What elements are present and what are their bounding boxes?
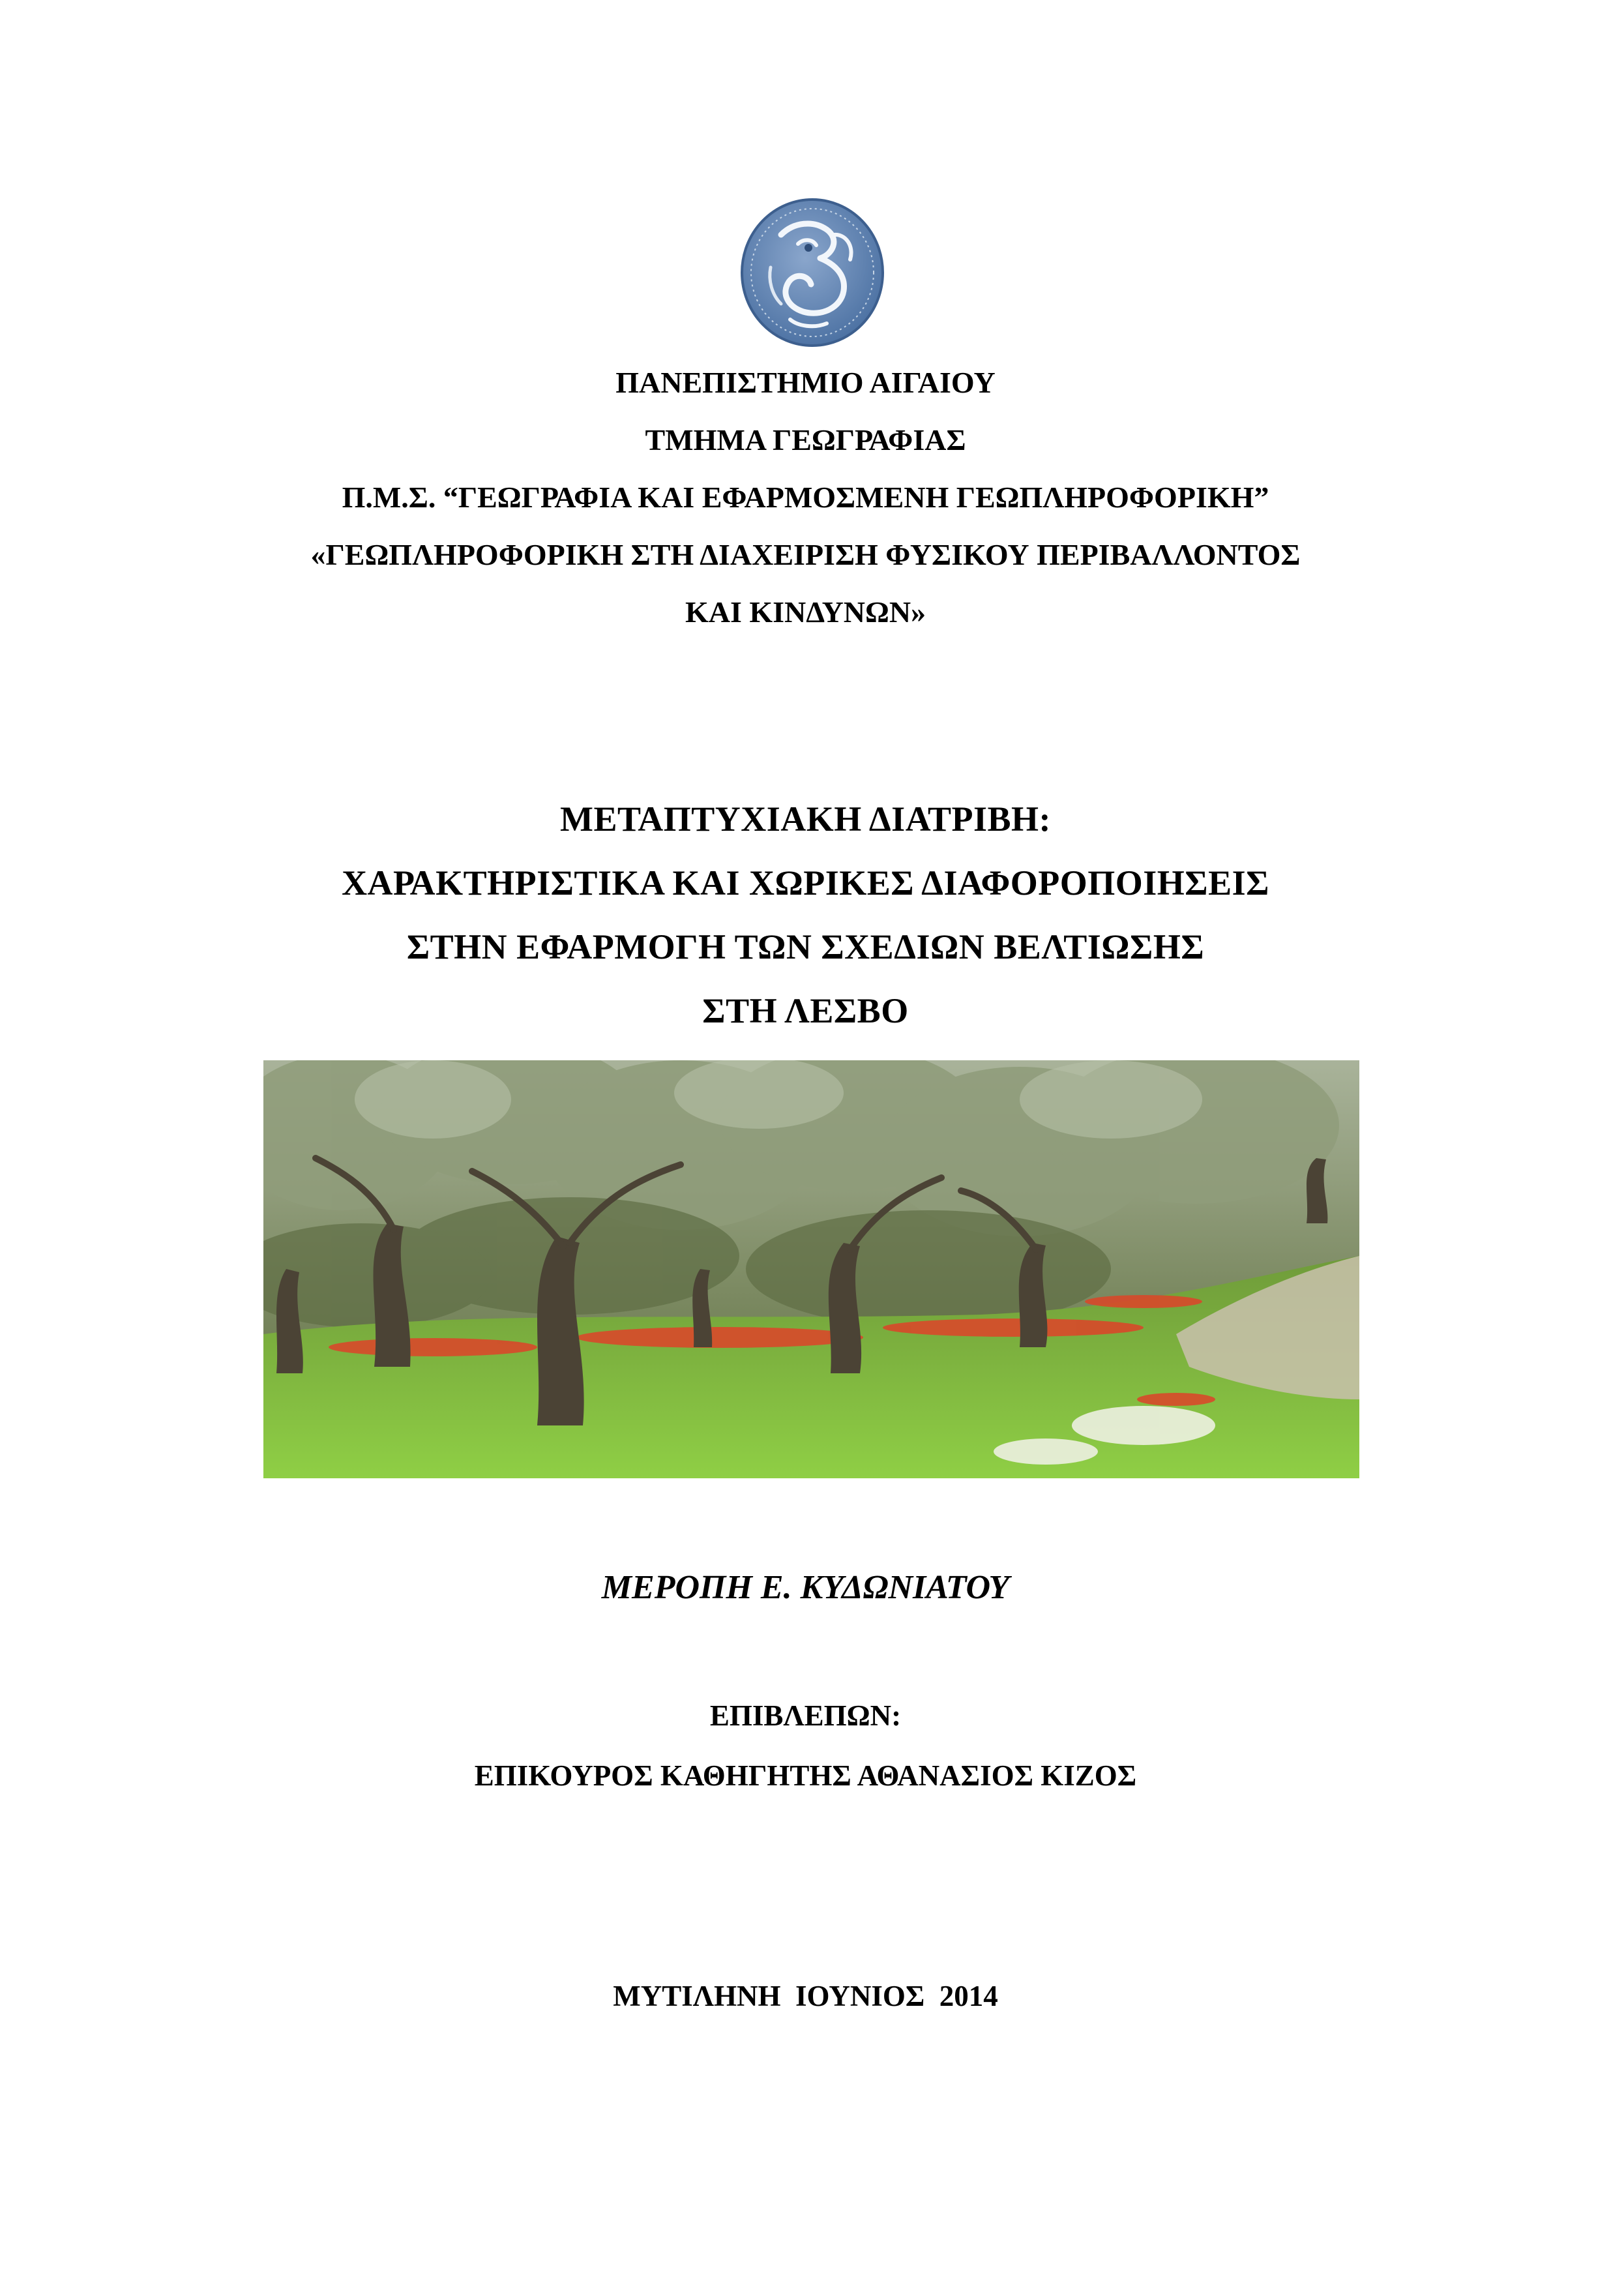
supervisor-label: ΕΠΙΒΛΕΠΩΝ: [709, 1699, 902, 1732]
supervisor-name: ΕΠΙΚΟΥΡΟΣ ΚΑΘΗΓΗΤΗΣ ΑΘΑΝΑΣΙΟΣ ΚΙΖΟΣ [474, 1759, 1137, 1792]
thesis-title-line-3: ΣΤΗ ΛΕΣΒΟ [702, 991, 909, 1030]
department-name: ΤΜΗΜΑ ΓΕΩΓΡΑΦΙΑΣ [645, 423, 966, 456]
university-name: ΠΑΝΕΠΙΣΤΗΜΙΟ ΑΙΓΑΙΟΥ [615, 366, 996, 399]
thesis-title-line-2: ΣΤΗΝ ΕΦΑΡΜΟΓΗ ΤΩΝ ΣΧΕΔΙΩΝ ΒΕΛΤΙΩΣΗΣ [406, 927, 1205, 966]
thesis-title-line-1: ΧΑΡΑΚΤΗΡΙΣΤΙΚΑ ΚΑΙ ΧΩΡΙΚΕΣ ΔΙΑΦΟΡΟΠΟΙΗΣΕΙΣ [342, 863, 1269, 902]
olive-grove-photo [263, 1060, 1359, 1478]
specialization-line-2: ΚΑΙ ΚΙΝΔΥΝΩΝ» [685, 595, 926, 629]
university-seal-logo [735, 196, 889, 350]
specialization-line-1: «ΓΕΩΠΛΗΡΟΦΟΡΙΚΗ ΣΤΗ ΔΙΑΧΕΙΡΙΣΗ ΦΥΣΙΚΟΥ ΠΕΡΙΒΑΛΛΟΝΤΟΣ [310, 538, 1301, 571]
thesis-label: ΜΕΤΑΠΤΥΧΙΑΚΗ ΔΙΑΤΡΙΒΗ: [560, 799, 1051, 839]
author-name: ΜΕΡΟΠΗ Ε. ΚΥΔΩΝΙΑΤΟΥ [601, 1569, 1010, 1606]
program-name: Π.Μ.Σ. “ΓΕΩΓΡΑΦΙΑ ΚΑΙ ΕΦΑΡΜΟΣΜΕΝΗ ΓΕΩΠΛΗΡΟΦΟΡΙΚΗ” [342, 481, 1269, 514]
place-date: ΜΥΤΙΛΗΝΗ ΙΟΥΝΙΟΣ 2014 [613, 1980, 998, 2012]
